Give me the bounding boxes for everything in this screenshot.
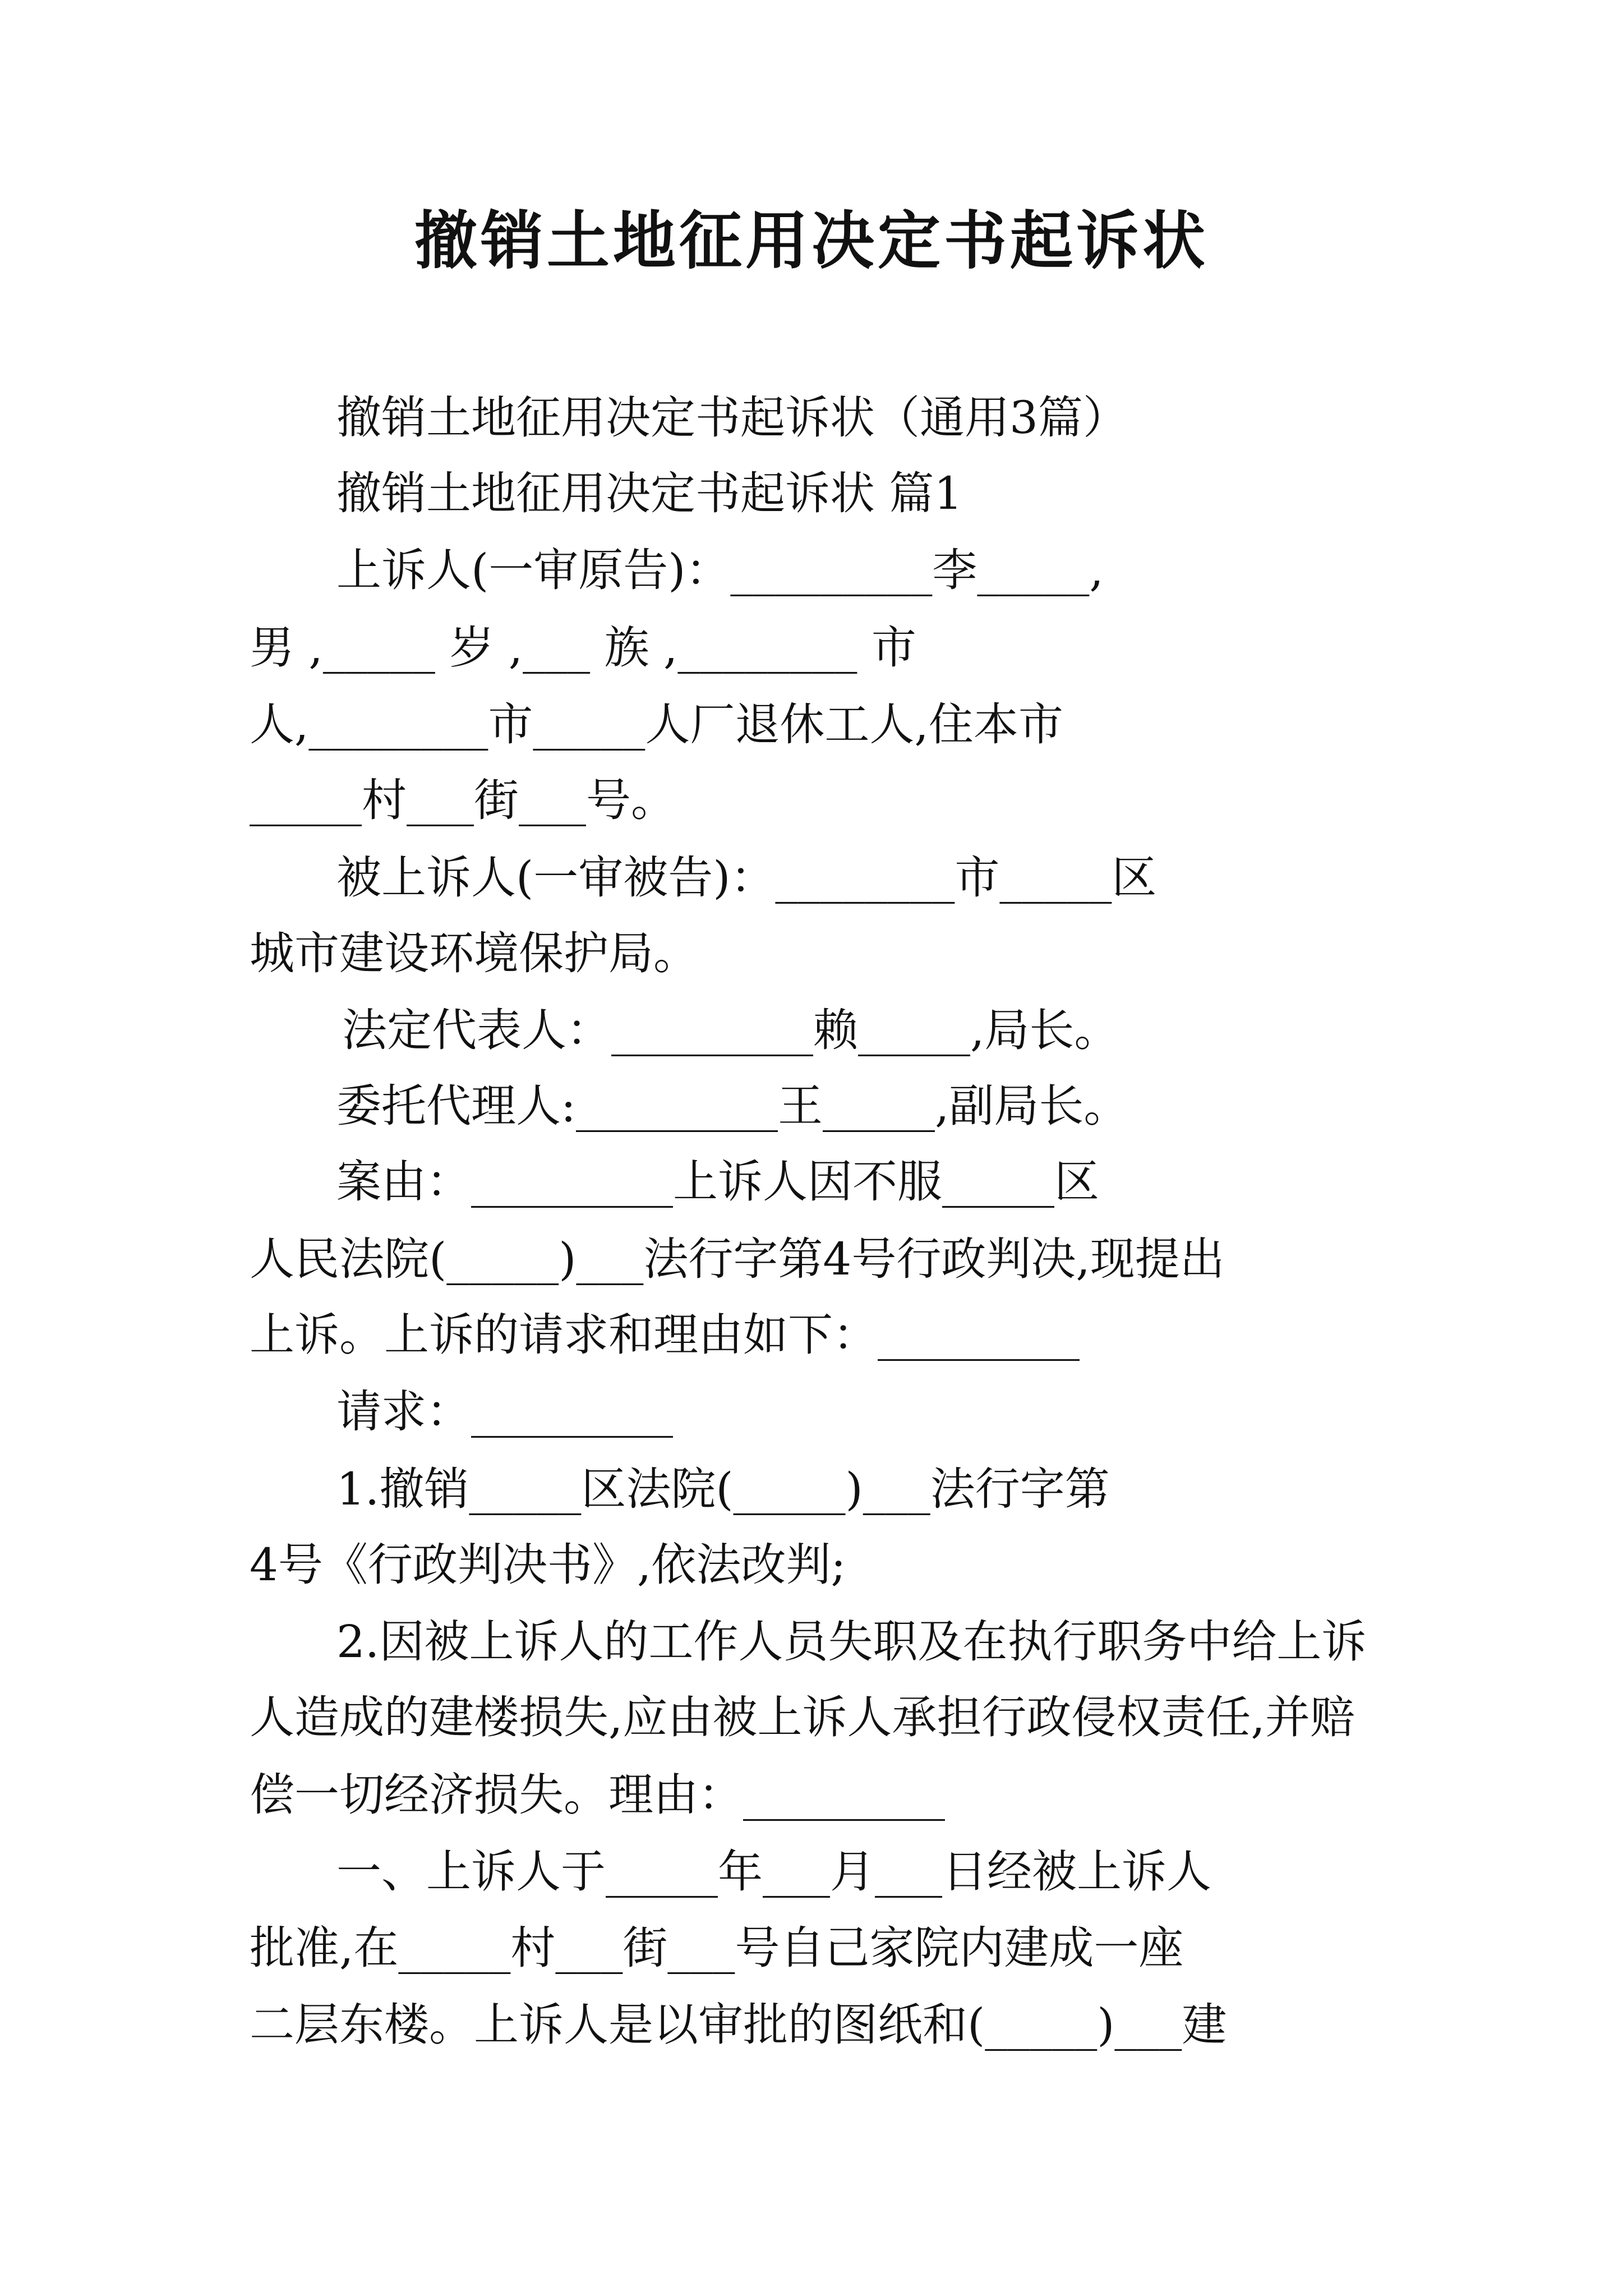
document-title: 撤销土地征用决定书起诉状 [414, 204, 1209, 278]
paragraph-line: 委托代理人:_________王_____,副局长。 [336, 1080, 1129, 1132]
paragraph-line: 男 ,_____ 岁 ,___ 族 ,________ 市 [250, 622, 916, 674]
paragraph-line: _____村___街___号。 [250, 774, 676, 826]
paragraph-line: 1.撤销_____区法院(_____)___法行字第 [336, 1463, 1110, 1515]
section-heading: 撤销土地征用决定书起诉状 篇1 [336, 467, 963, 519]
paragraph-line: 二层东楼。上诉人是以审批的图纸和(_____)___建 [250, 1999, 1227, 2051]
paragraph-line: 上诉人(一审原告)：_________李_____, [336, 544, 1104, 596]
paragraph-line: 2.因被上诉人的工作人员失职及在执行职务中给上诉 [336, 1616, 1367, 1668]
paragraph-line: 偿一切经济损失。理由：_________ [250, 1769, 945, 1821]
paragraph-line: 法定代表人：_________赖_____,局长。 [342, 1004, 1119, 1056]
paragraph-line: 人造成的建楼损失,应由被上诉人承担行政侵权责任,并赔 [250, 1691, 1355, 1743]
paragraph-line: 4号《行政判决书》,依法改判; [250, 1539, 846, 1591]
paragraph-line: 请求：_________ [336, 1386, 673, 1438]
paragraph-line: 人民法院(_____)___法行字第4号行政判决,现提出 [250, 1233, 1225, 1285]
paragraph-line: 上诉。上诉的请求和理由如下：_________ [250, 1309, 1080, 1361]
paragraph-line: 一、上诉人于_____年___月___日经被上诉人 [336, 1846, 1211, 1898]
paragraph-line: 案由：_________上诉人因不服_____区 [336, 1156, 1099, 1208]
paragraph-line: 被上诉人(一审被告)：________市_____区 [336, 852, 1157, 904]
paragraph-line: 批准,在_____村___街___号自己家院内建成一座 [250, 1922, 1184, 1974]
subtitle-line: 撤销土地征用决定书起诉状（通用3篇） [336, 392, 1128, 444]
paragraph-line: 人,________市_____人厂退休工人,住本市 [250, 698, 1063, 751]
paragraph-line: 城市建设环境保护局。 [250, 927, 698, 979]
